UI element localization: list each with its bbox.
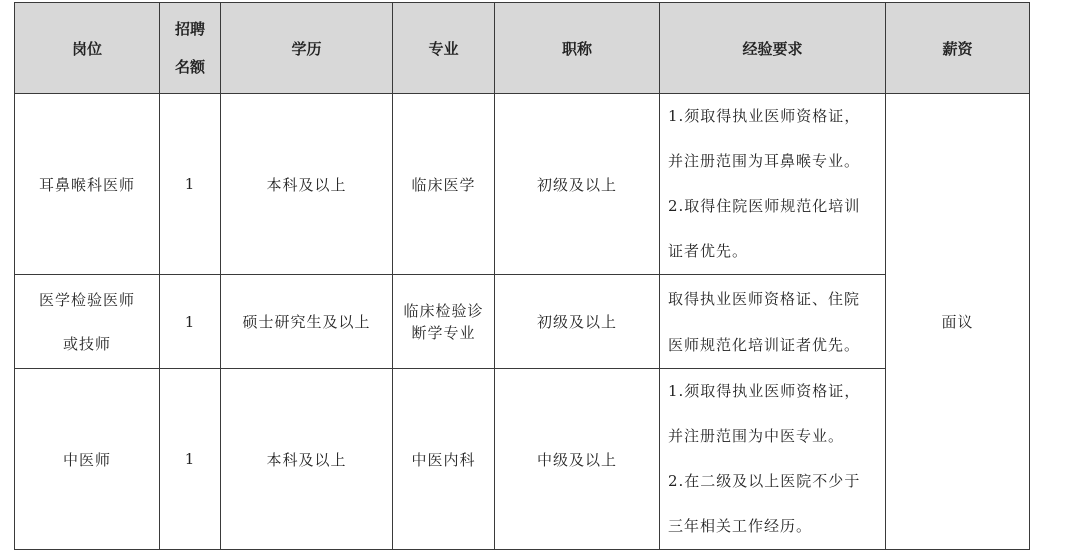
cell-education: 硕士研究生及以上: [221, 275, 393, 369]
header-position: 岗位: [15, 3, 160, 94]
table-row: [15, 275, 1030, 369]
cell-quota: 1: [160, 275, 221, 369]
major-line1: 临床检验诊: [403, 301, 484, 320]
cell-position: [15, 275, 160, 369]
recruitment-table-container: [14, 2, 1030, 550]
recruitment-table: [14, 2, 1030, 550]
header-experience: 经验要求: [660, 3, 886, 94]
header-major: 专业: [393, 3, 495, 94]
experience-line: 取得执业医师资格证、住院: [668, 289, 861, 308]
header-row: [15, 3, 1030, 94]
cell-experience: [660, 369, 886, 550]
experience-line: 1.须取得执业医师资格证，: [668, 382, 861, 400]
experience-line: 并注册范围为耳鼻喉专业。: [668, 152, 861, 170]
cell-quota: 1: [160, 369, 221, 550]
experience-line: 2.取得住院医师规范化培训: [668, 197, 861, 215]
header-salary: 薪资: [886, 3, 1030, 94]
experience-line: 2.在二级及以上医院不少于: [668, 472, 861, 490]
experience-line: 并注册范围为中医专业。: [668, 427, 845, 445]
position-line1: 医学检验医师: [38, 290, 135, 309]
cell-experience: [660, 275, 886, 369]
experience-line: 1.须取得执业医师资格证，: [668, 107, 861, 125]
cell-education: 本科及以上: [221, 94, 393, 275]
header-education: 学历: [221, 3, 393, 94]
cell-major: 临床医学: [393, 94, 495, 275]
header-quota-line2: 名额: [174, 58, 205, 76]
cell-quota: 1: [160, 94, 221, 275]
major-line2: 断学专业: [411, 323, 476, 342]
cell-title: 初级及以上: [495, 94, 660, 275]
cell-experience: [660, 94, 886, 275]
header-quota: [160, 3, 221, 94]
cell-education: 本科及以上: [221, 369, 393, 550]
cell-title: 中级及以上: [495, 369, 660, 550]
header-quota-line1: 招聘: [174, 20, 205, 38]
cell-major: [393, 275, 495, 369]
experience-line: 三年相关工作经历。: [668, 517, 813, 535]
experience-line: 证者优先。: [668, 242, 749, 260]
header-title: 职称: [495, 3, 660, 94]
cell-major: 中医内科: [393, 369, 495, 550]
cell-salary: 面议: [886, 94, 1030, 550]
table-row: [15, 94, 1030, 275]
cell-position: 耳鼻喉科医师: [15, 94, 160, 275]
position-line2: 或技师: [62, 334, 111, 353]
cell-title: 初级及以上: [495, 275, 660, 369]
experience-line: 医师规范化培训证者优先。: [668, 335, 861, 354]
table-row: [15, 369, 1030, 550]
cell-position: 中医师: [15, 369, 160, 550]
